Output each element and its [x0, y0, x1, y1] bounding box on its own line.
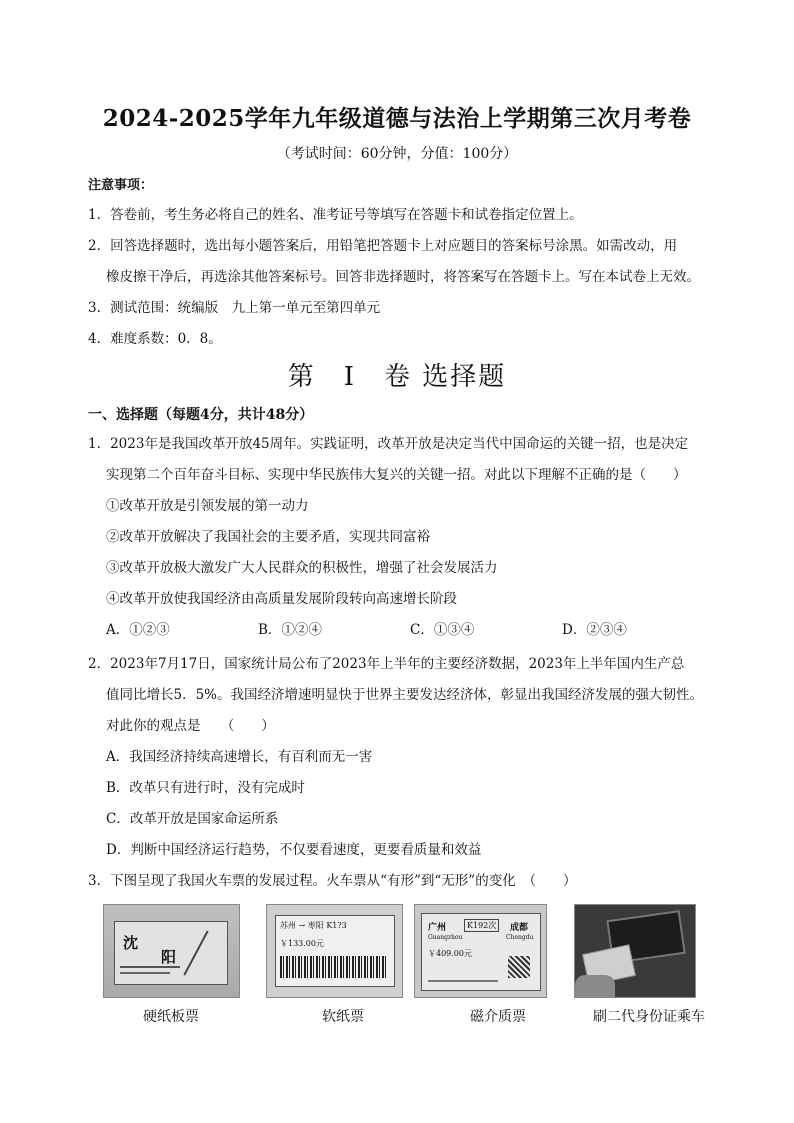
q2-option-d: D．判断中国经济运行趋势，不仅要看速度，更要看质量和效益 — [106, 842, 482, 858]
q1-stem-line-2: 实现第二个百年奋斗目标、实现中华民族伟大复兴的关键一招。对此以下理解不正确的是（ ） — [106, 467, 687, 483]
mag-ticket-to-en: Chengdu — [506, 934, 534, 941]
caption-soft-ticket: 软纸票 — [322, 1009, 364, 1025]
notice-item-2-continued: 橡皮擦干净后，再选涂其他答案标号。回答非选择题时，将答案写在答题卡上。写在本试卷上无效。 — [106, 269, 700, 285]
notice-item-1: 1．答卷前，考生务必将自己的姓名、准考证号等填写在答题卡和试卷指定位置上。 — [88, 207, 583, 223]
part-one-heading: 一、选择题（每题4分，共计48分） — [88, 407, 314, 423]
q1-option-c: C．①③④ — [410, 622, 475, 638]
q1-option-b: B．①②④ — [258, 622, 322, 638]
mag-ticket-price: ￥409.00元 — [428, 949, 472, 958]
magnetic-ticket-image — [414, 904, 547, 998]
mag-ticket-from-en: Guangzhou — [428, 934, 463, 941]
q1-statement-3: ③改革开放极大激发广大人民群众的积极性，增强了社会发展活力 — [106, 560, 498, 576]
id-card-gate-image — [574, 904, 696, 998]
q2-stem-line-2: 值同比增长5．5%。我国经济增速明显快于世界主要发达经济体，彰显出我国经济发展的强大韧性。 — [106, 687, 704, 703]
notice-item-4: 4．难度系数：0．8。 — [88, 331, 222, 347]
q2-option-a: A．我国经济持续高速增长，有百利而无一害 — [106, 749, 373, 765]
q1-statement-2: ②改革开放解决了我国社会的主要矛盾，实现共同富裕 — [106, 529, 430, 545]
hard-ticket-image — [103, 904, 240, 998]
notice-heading: 注意事项： — [88, 178, 154, 193]
soft-ticket-price: ￥133.00元 — [280, 939, 324, 948]
qr-code-icon — [508, 956, 530, 978]
mag-ticket-from: 广州 — [428, 923, 447, 933]
q1-stem-line-1: 1．2023年是我国改革开放45周年。实践证明，改革开放是决定当代中国命运的关键一招，也是决定 — [88, 436, 689, 452]
q1-option-d: D．②③④ — [562, 622, 627, 638]
q3-stem: 3．下图呈现了我国火车票的发展过程。火车票从“有形”到“无形”的变化 （ ） — [88, 873, 577, 889]
section-title: 第 I 卷 选择题 — [287, 362, 507, 392]
q1-statement-4: ④改革开放使我国经济由高质量发展阶段转向高速增长阶段 — [106, 591, 457, 607]
soft-ticket-route: 苏州 → 枣阳 K1?3 — [280, 921, 347, 930]
caption-id-card: 刷二代身份证乘车 — [593, 1009, 705, 1025]
exam-subtitle: （考试时间：60分钟，分值：100分） — [276, 146, 518, 162]
q2-stem-line-1: 2．2023年7月17日，国家统计局公布了2023年上半年的主要经济数据，2023年上半年国内生产总 — [88, 656, 685, 672]
exam-title: 2024-2025学年九年级道德与法治上学期第三次月考卷 — [102, 105, 692, 132]
soft-ticket-image — [266, 904, 403, 998]
notice-item-2: 2．回答选择题时，选出每小题答案后，用铅笔把答题卡上对应题目的答案标号涂黑。如需改动，用 — [88, 238, 678, 254]
caption-hard-ticket: 硬纸板票 — [143, 1009, 199, 1025]
hand-icon — [575, 975, 615, 997]
notice-item-3: 3．测试范围：统编版 九上第一单元至第四单元 — [88, 300, 381, 316]
mag-ticket-train: K192次 — [464, 919, 499, 932]
mag-ticket-to: 成都 — [510, 923, 529, 933]
barcode-icon — [280, 956, 388, 978]
q2-stem-line-3: 对此你的观点是 （ ） — [106, 718, 275, 734]
q2-option-b: B．改革只有进行时，没有完成时 — [106, 780, 305, 796]
q1-statement-1: ①改革开放是引领发展的第一动力 — [106, 498, 309, 514]
hard-ticket-to: 阳 — [161, 948, 177, 966]
q2-option-c: C．改革开放是国家命运所系 — [106, 811, 279, 827]
q1-options — [106, 620, 714, 640]
q1-option-a: A．①②③ — [106, 622, 170, 638]
hard-ticket-from: 沈 — [123, 934, 139, 952]
caption-magnetic-ticket: 磁介质票 — [470, 1009, 526, 1025]
